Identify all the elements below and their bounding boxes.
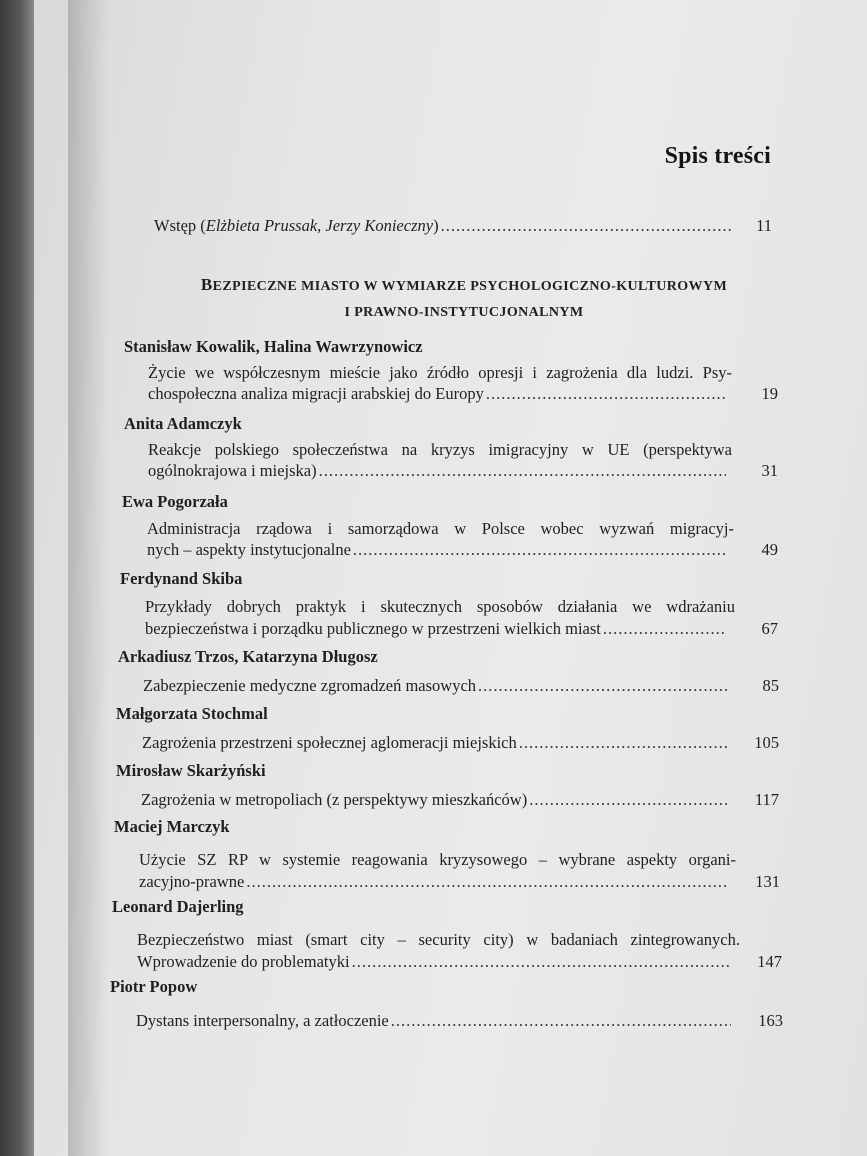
book-spine-edge xyxy=(0,0,34,1156)
page-number: 85 xyxy=(762,676,779,695)
entry-title-last-line: Zagrożenia przestrzeni społecznej aglomeracji miejskich ..... 105 xyxy=(142,733,779,753)
entry-author: Mirosław Skarżyński xyxy=(116,761,266,780)
page-number: 163 xyxy=(758,1011,783,1030)
entry-author: Ewa Pogorzała xyxy=(122,492,228,511)
page-number: 19 xyxy=(761,384,778,403)
page-number: 117 xyxy=(754,790,779,809)
page-fold-shadow xyxy=(68,0,108,1156)
entry-title-last-line: zacyjno-prawne ..... 131 xyxy=(139,872,780,892)
entry-title-last-line: nych – aspekty instytucjonalne ..... 49 xyxy=(147,540,778,560)
page-number: 67 xyxy=(761,619,778,638)
section-heading xyxy=(134,272,794,326)
page-number: 11 xyxy=(756,216,772,235)
entry-author: Ferdynand Skiba xyxy=(120,569,243,588)
page-title: Spis treści xyxy=(664,143,771,169)
entry-author: Małgorzata Stochmal xyxy=(116,704,268,723)
leader-dots xyxy=(441,216,732,236)
page-number: 31 xyxy=(761,461,778,480)
entry-author: Leonard Dajerling xyxy=(112,897,244,916)
entry-title-line: Bezpieczeństwo miast (smart city – security city) w badaniach zintegrowanych. xyxy=(137,930,740,949)
section-heading-line-2: I PRAWNO-INSTYTUCJONALNYM xyxy=(344,305,584,320)
page-number: 147 xyxy=(757,952,782,971)
page-number: 131 xyxy=(755,872,780,891)
toc-intro-line xyxy=(154,216,772,236)
section-heading-line-1: BEZPIECZNE MIASTO W WYMIARZE PSYCHOLOGICZNO-KULTUROWYM xyxy=(200,275,728,294)
entry-author: Maciej Marczyk xyxy=(114,817,230,836)
entry-title-line: Reakcje polskiego społeczeństwa na kryzys imigracyjny w UE (perspektywa xyxy=(148,440,732,459)
book-page xyxy=(34,0,867,1156)
entry-author: Anita Adamczyk xyxy=(124,414,242,433)
entry-title-line: Użycie SZ RP w systemie reagowania kryzysowego – wybrane aspekty organi- xyxy=(139,850,736,869)
intro-authors: Elżbieta Prussak, Jerzy Konieczny xyxy=(205,216,434,235)
entry-title-line: Administracja rządowa i samorządowa w Polsce wobec wyzwań migracyj- xyxy=(147,519,734,538)
page-number: 105 xyxy=(754,733,779,752)
entry-title-last-line: Wprowadzenie do problematyki ..... 147 xyxy=(137,952,782,972)
entry-author: Stanisław Kowalik, Halina Wawrzynowicz xyxy=(124,337,423,356)
entry-title-last-line: Dystans interpersonalny, a zatłoczenie ..... 163 xyxy=(136,1011,783,1031)
entry-author: Arkadiusz Trzos, Katarzyna Długosz xyxy=(118,647,378,666)
intro-text: Wstęp (Elżbieta Prussak, Jerzy Konieczny) xyxy=(154,216,439,235)
entry-title-last-line: Zagrożenia w metropoliach (z perspektywy mieszkańców) ..... 117 xyxy=(141,790,779,810)
entry-title-last-line: Zabezpieczenie medyczne zgromadzeń masowych ..... 85 xyxy=(143,676,779,696)
entry-title-last-line: bezpieczeństwa i porządku publicznego w przestrzeni wielkich miast ..... 67 xyxy=(145,619,778,639)
entry-title-line: Życie we współczesnym mieście jako źródło opresji i zagrożenia dla ludzi. Psy- xyxy=(148,363,732,382)
page-number: 49 xyxy=(761,540,778,559)
entry-title-last-line: chospołeczna analiza migracji arabskiej do Europy ..... 19 xyxy=(148,384,778,404)
entry-title-last-line: ogólnokrajowa i miejska) ..... 31 xyxy=(148,461,778,481)
entry-title-line: Przykłady dobrych praktyk i skutecznych sposobów działania we wdrażaniu xyxy=(145,597,735,616)
entry-author: Piotr Popow xyxy=(110,977,198,996)
